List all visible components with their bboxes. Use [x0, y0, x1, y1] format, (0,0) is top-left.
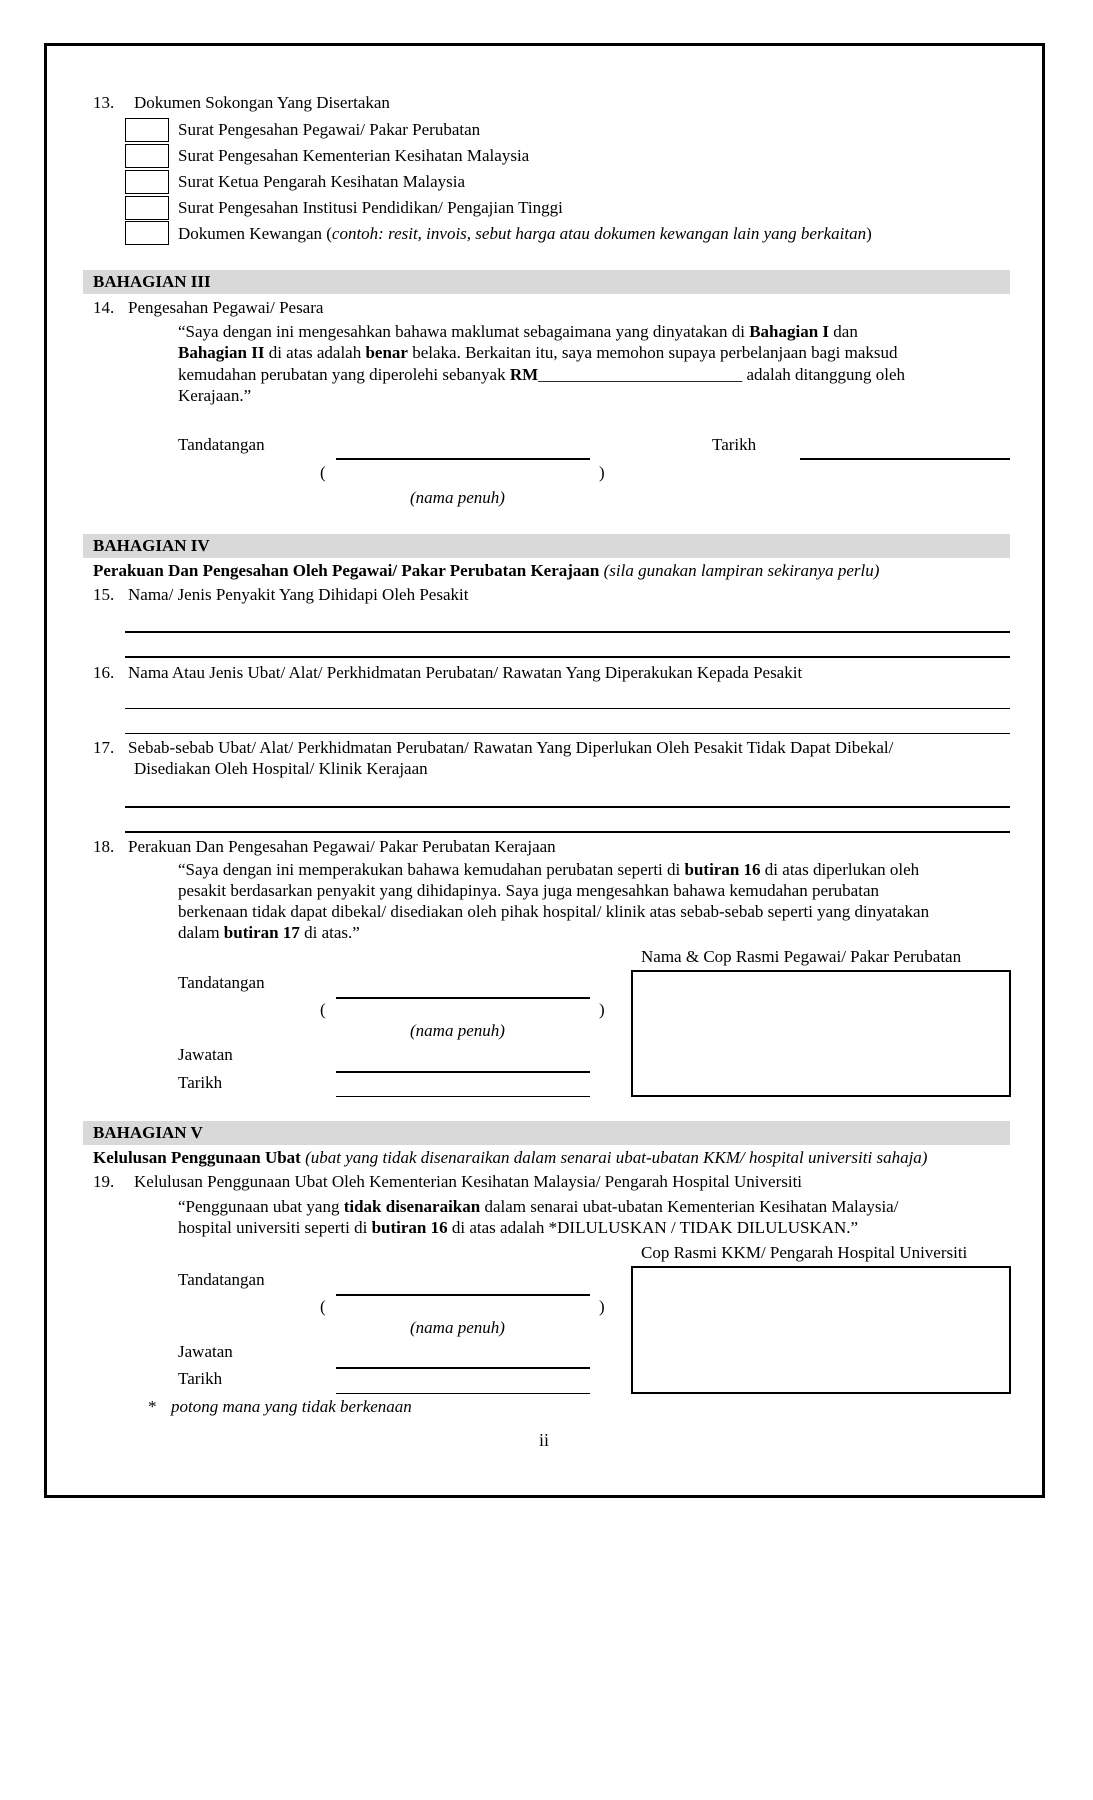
certification-line-4: dalam butiran 17 di atas.” [178, 923, 360, 942]
disease-answer-line-2[interactable] [125, 656, 1010, 658]
item-number-14: 14. [93, 298, 115, 317]
medication-answer-line-1[interactable] [125, 708, 1010, 709]
approver-date-line[interactable] [336, 1393, 590, 1394]
footnote-asterisk: * [148, 1397, 157, 1416]
officer-full-name-caption: (nama penuh) [410, 1021, 505, 1040]
reason-question-line-2: Disediakan Oleh Hospital/ Klinik Kerajaan [134, 759, 428, 778]
certification-line-3: berkenaan tidak dapat dibekal/ disediakan oleh pihak hospital/ klinik atas sebab-sebab seperti yang dinyatakan [178, 902, 930, 921]
reason-answer-line-1[interactable] [125, 806, 1010, 808]
doc-item-5: Dokumen Kewangan (contoh: resit, invois, sebut harga atau dokumen kewangan lain yang berkaitan) [178, 224, 872, 243]
officer-date-line[interactable] [336, 1096, 590, 1097]
officer-stamp-label: Nama & Cop Rasmi Pegawai/ Pakar Perubatan [641, 947, 962, 966]
declaration-line-4: Kerajaan.” [178, 386, 252, 405]
signature-label: Tandatangan [178, 435, 265, 454]
section-13-title: Dokumen Sokongan Yang Disertakan [134, 93, 390, 112]
officer-signature-line[interactable] [336, 997, 590, 999]
ministry-stamp-box[interactable] [631, 1266, 1011, 1394]
declaration-line-2: Bahagian II di atas adalah benar belaka. Berkaitan itu, saya memohon supaya perbelanjaan bagi maksud [178, 343, 898, 362]
full-name-caption: (nama penuh) [410, 488, 505, 507]
section-header-bahagian-iv: BAHAGIAN IV [83, 534, 1010, 558]
disease-question: Nama/ Jenis Penyakit Yang Dihidapi Oleh Pesakit [128, 585, 469, 604]
paren-close: ) [599, 463, 605, 482]
medication-answer-line-2[interactable] [125, 733, 1010, 734]
item-number-15: 15. [93, 585, 115, 604]
doc-item-4: Surat Pengesahan Institusi Pendidikan/ Pengajian Tinggi [178, 198, 563, 217]
date-label: Tarikh [712, 435, 757, 454]
reason-question-line-1: Sebab-sebab Ubat/ Alat/ Perkhidmatan Perubatan/ Rawatan Yang Diperlukan Oleh Pesakit Tidak Dapat Dibekal/ [128, 738, 894, 757]
officer-signature-label: Tandatangan [178, 973, 265, 992]
approver-full-name-caption: (nama penuh) [410, 1318, 505, 1337]
footnote-text: potong mana yang tidak berkenaan [171, 1397, 412, 1416]
item-number-19: 19. [93, 1172, 115, 1191]
date-line[interactable] [800, 458, 1010, 460]
declaration-line-1: “Saya dengan ini mengesahkan bahawa maklumat sebagaimana yang dinyatakan di Bahagian I dan [178, 322, 858, 341]
approver-signature-label: Tandatangan [178, 1270, 265, 1289]
section-header-bahagian-iii: BAHAGIAN III [83, 270, 1010, 294]
signature-line[interactable] [336, 458, 590, 460]
approver-paren-open: ( [320, 1297, 326, 1316]
section-v-subtitle: Kelulusan Penggunaan Ubat (ubat yang tidak disenaraikan dalam senarai ubat-ubatan KKM/ hospital universiti sahaja) [93, 1148, 928, 1167]
certification-line-1: “Saya dengan ini memperakukan bahawa kemudahan perubatan seperti di butiran 16 di atas diperlukan oleh [178, 860, 920, 879]
disease-answer-line-1[interactable] [125, 631, 1010, 633]
page-number: ii [539, 1430, 550, 1450]
officer-date-label: Tarikh [178, 1073, 223, 1092]
ministry-stamp-label: Cop Rasmi KKM/ Pengarah Hospital Universiti [641, 1243, 968, 1262]
approver-paren-close: ) [599, 1297, 605, 1316]
approval-line-1: “Penggunaan ubat yang tidak disenaraikan dalam senarai ubat-ubatan Kementerian Kesihatan Malaysia/ [178, 1197, 899, 1216]
checkbox-officer-letter[interactable] [125, 118, 169, 142]
checkbox-financial-docs[interactable] [125, 221, 169, 245]
approver-position-label: Jawatan [178, 1342, 233, 1361]
approver-date-label: Tarikh [178, 1369, 223, 1388]
section-iv-subtitle: Perakuan Dan Pengesahan Oleh Pegawai/ Pakar Perubatan Kerajaan (sila gunakan lampiran sekiranya perlu) [93, 561, 880, 580]
medication-question: Nama Atau Jenis Ubat/ Alat/ Perkhidmatan Perubatan/ Rawatan Yang Diperakukan Kepada Pesakit [128, 663, 803, 682]
approval-title: Kelulusan Penggunaan Ubat Oleh Kementerian Kesihatan Malaysia/ Pengarah Hospital Universiti [134, 1172, 803, 1191]
officer-paren-close: ) [599, 1000, 605, 1019]
declaration-line-3: kemudahan perubatan yang diperolehi sebanyak RM________________________ adalah ditanggung oleh [178, 365, 906, 384]
officer-paren-open: ( [320, 1000, 326, 1019]
officer-position-label: Jawatan [178, 1045, 233, 1064]
approval-line-2: hospital universiti seperti di butiran 16 di atas adalah *DILULUSKAN / TIDAK DILULUSKAN.” [178, 1218, 859, 1237]
officer-stamp-box[interactable] [631, 970, 1011, 1097]
checkbox-ministry-letter[interactable] [125, 144, 169, 168]
paren-open: ( [320, 463, 326, 482]
approver-signature-line[interactable] [336, 1294, 590, 1296]
checkbox-institution-letter[interactable] [125, 196, 169, 220]
certification-line-2: pesakit berdasarkan penyakit yang dihidapinya. Saya juga mengesahkan bahawa kemudahan perubatan [178, 881, 879, 900]
item-number-13: 13. [93, 93, 115, 112]
item-number-17: 17. [93, 738, 115, 757]
reason-answer-line-2[interactable] [125, 831, 1010, 833]
officer-position-line[interactable] [336, 1071, 590, 1073]
section-header-bahagian-v: BAHAGIAN V [83, 1121, 1010, 1145]
section-14-title: Pengesahan Pegawai/ Pesara [128, 298, 324, 317]
item-number-18: 18. [93, 837, 115, 856]
doc-item-1: Surat Pengesahan Pegawai/ Pakar Perubatan [178, 120, 481, 139]
doc-item-3: Surat Ketua Pengarah Kesihatan Malaysia [178, 172, 466, 191]
approver-position-line[interactable] [336, 1367, 590, 1369]
checkbox-director-letter[interactable] [125, 170, 169, 194]
certification-title: Perakuan Dan Pengesahan Pegawai/ Pakar Perubatan Kerajaan [128, 837, 556, 856]
item-number-16: 16. [93, 663, 115, 682]
doc-item-2: Surat Pengesahan Kementerian Kesihatan Malaysia [178, 146, 530, 165]
